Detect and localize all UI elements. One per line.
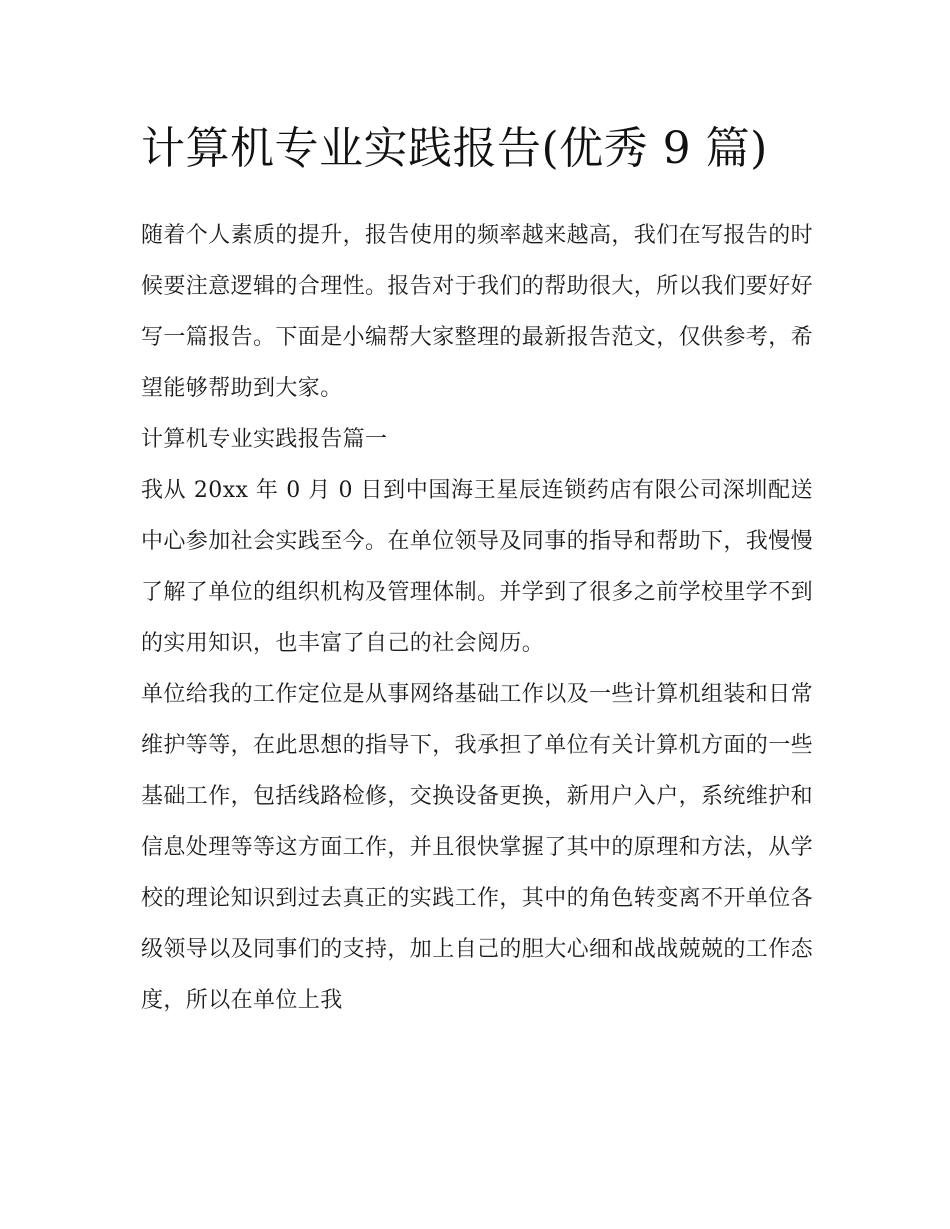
intro-paragraph: 随着个人素质的提升，报告使用的频率越来越高，我们在写报告的时候要注意逻辑的合理性。报告对于我们的帮助很大，所以我们要好好写一篇报告。下面是小编帮大家整理的最新报告范文，仅供参考，希望能够帮助到大家。 bbox=[141, 223, 814, 401]
section-heading: 计算机专业实践报告篇一 bbox=[141, 427, 388, 452]
body-paragraph: 我从 20xx 年 0 月 0 日到中国海王星辰连锁药店有限公司深圳配送中心参加社会实践至今。在单位领导及同事的指导和帮助下，我慢慢了解了单位的组织机构及管理体制。并学到了很多之前学校里学不到的实用知识，也丰富了自己的社会阅历。 bbox=[141, 478, 814, 656]
document-page bbox=[141, 118, 813, 1026]
document-title: 计算机专业实践报告(优秀 9 篇) bbox=[141, 123, 768, 174]
body-paragraph: 单位给我的工作定位是从事网络基础工作以及一些计算机组装和日常维护等等，在此思想的指导下，我承担了单位有关计算机方面的一些基础工作，包括线路检修，交换设备更换，新用户入户，系统维护和信息处理等等这方面工作，并且很快掌握了其中的原理和方法，从学校的理论知识到过去真正的实践工作，其中的角色转变离不开单位各级领导以及同事们的支持，加上自己的胆大心细和战战兢兢的工作态度，所以在单位上我 bbox=[141, 682, 814, 1013]
document-body bbox=[141, 210, 813, 1026]
